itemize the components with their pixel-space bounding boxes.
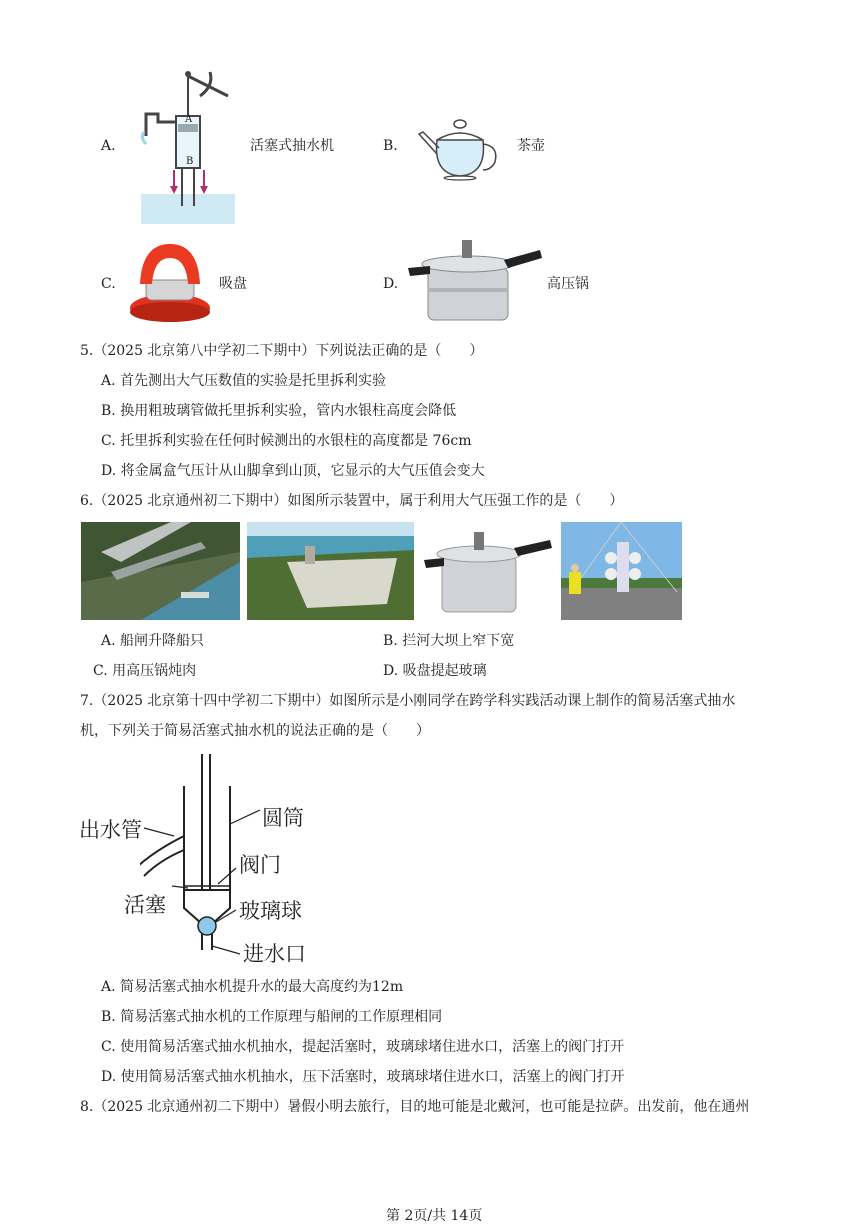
option-b: B. 换用粗玻璃管做托里拆利实验，管内水银柱高度会降低	[101, 403, 457, 419]
option-a: A. 首先测出大气压数值的实验是托里拆利实验	[101, 373, 387, 389]
teapot-illustration	[415, 110, 505, 182]
valve-label-a: A	[185, 114, 193, 125]
suction-lifter-photo	[561, 522, 682, 620]
question-stem-line-1: 7.（2025 北京第十四中学初二下期中）如图所示是小刚同学在跨学科实践活动课上制作的简易活塞式抽水	[80, 693, 736, 709]
option-b: B. 简易活塞式抽水机的工作原理与船闸的工作原理相同	[101, 1009, 443, 1025]
option-caption: 活塞式抽水机	[250, 138, 334, 154]
question-stem: 5.（2025 北京第八中学初二下期中）下列说法正确的是（ ）	[80, 343, 484, 359]
option-letter: D.	[383, 276, 399, 292]
label-outlet-pipe: 出水管	[79, 818, 142, 842]
option-b: B. 拦河大坝上窄下宽	[383, 633, 515, 649]
piston-pump-illustration	[138, 66, 238, 226]
label-valve: 阀门	[239, 853, 281, 877]
pressure-cooker-photo	[422, 522, 554, 620]
valve-label-b: B	[186, 156, 194, 167]
dam-photo	[247, 522, 414, 620]
option-a: A. 船闸升降船只	[101, 633, 205, 649]
option-letter: C.	[101, 276, 116, 292]
page-number: 第 2页/共 14页	[386, 1208, 483, 1224]
question-stem: 6.（2025 北京通州初二下期中）如图所示装置中，属于利用大气压强工作的是（ ）	[80, 493, 624, 509]
option-caption: 茶壶	[517, 138, 545, 154]
option-c: C. 使用简易活塞式抽水机抽水，提起活塞时，玻璃球堵住进水口，活塞上的阀门打开	[101, 1039, 625, 1055]
option-letter: B.	[383, 138, 398, 154]
option-a: A. 简易活塞式抽水机提升水的最大高度约为12m	[101, 979, 404, 995]
label-piston: 活塞	[124, 893, 166, 917]
simple-pump-diagram	[140, 750, 320, 970]
label-cylinder: 圆筒	[262, 806, 304, 830]
option-letter: A.	[101, 138, 116, 154]
suction-cup-illustration	[126, 240, 214, 326]
question-8-stem: 8.（2025 北京通州初二下期中）暑假小明去旅行，目的地可能是北戴河，也可能是拉萨。出发前，他在通州	[80, 1099, 750, 1115]
label-inlet: 进水口	[243, 942, 306, 966]
option-d: D. 吸盘提起玻璃	[383, 663, 487, 679]
option-c: C. 用高压锅炖肉	[93, 663, 197, 679]
ship-lock-photo	[81, 522, 240, 620]
question-stem-line-2: 机，下列关于简易活塞式抽水机的说法正确的是（ ）	[80, 723, 430, 739]
label-glass-ball: 玻璃球	[239, 899, 302, 923]
option-d: D. 将金属盒气压计从山脚拿到山顶，它显示的大气压值会变大	[101, 463, 485, 479]
option-caption: 吸盘	[219, 276, 247, 292]
option-caption: 高压锅	[547, 276, 589, 292]
pressure-cooker-illustration	[404, 234, 544, 326]
option-d: D. 使用简易活塞式抽水机抽水，压下活塞时，玻璃球堵住进水口，活塞上的阀门打开	[101, 1069, 625, 1085]
option-c: C. 托里拆利实验在任何时候测出的水银柱的高度都是 76cm	[101, 433, 472, 449]
